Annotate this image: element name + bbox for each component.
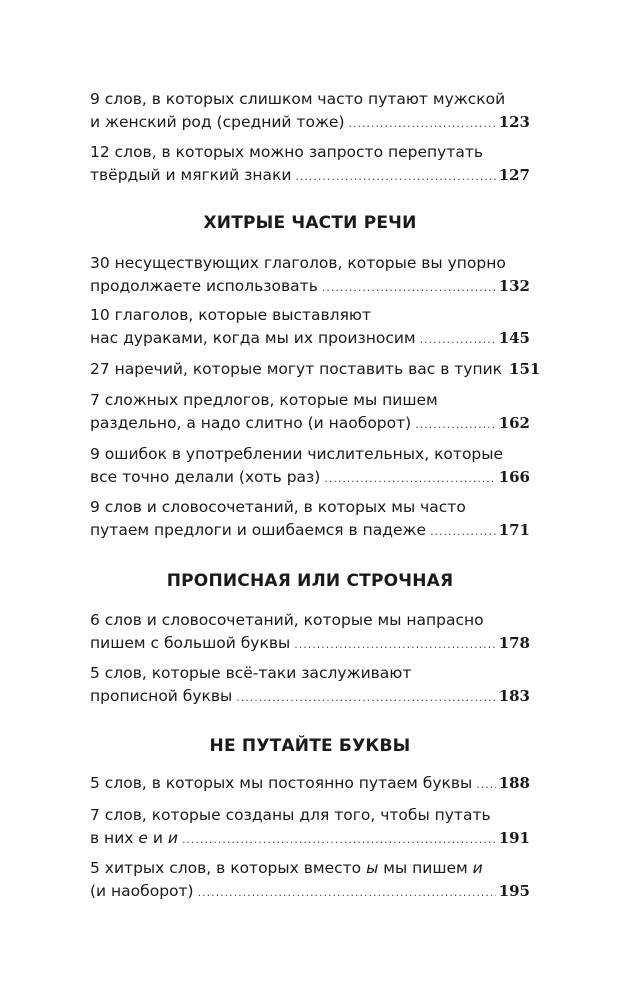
entry-title-line: и женский род (средний тоже) — [90, 113, 345, 131]
dot-leader — [415, 413, 495, 436]
page-number: 178 — [498, 634, 530, 652]
toc-entry[interactable] — [90, 772, 530, 796]
entry-title-line: 9 слов и словосочетаний, в которых мы часто — [90, 498, 466, 516]
section-heading: НЕ ПУТАЙТЕ БУКВЫ — [209, 736, 411, 756]
entry-title-line: 12 слов, в которых можно запросто перепутать — [90, 143, 484, 161]
dot-leader — [294, 633, 495, 656]
toc-entry[interactable] — [90, 389, 530, 436]
entry-title-line: нас дураками, когда мы их произносим — [90, 329, 416, 347]
toc-entry[interactable] — [90, 496, 530, 543]
page-number: 162 — [498, 414, 530, 432]
entry-title-line — [90, 827, 178, 850]
entry-title-line — [90, 857, 530, 880]
page-number: 127 — [498, 166, 530, 184]
section-heading: ПРОПИСНАЯ ИЛИ СТРОЧНАЯ — [166, 571, 454, 591]
dot-leader — [322, 276, 496, 299]
italic-letter: е — [138, 829, 148, 847]
toc-entry[interactable] — [90, 304, 530, 351]
toc-entry[interactable] — [90, 358, 541, 382]
entry-title-line: 27 наречий, которые могут поставить вас в тупик — [90, 360, 503, 378]
toc-entry[interactable] — [90, 662, 530, 709]
italic-letter: ы — [366, 859, 379, 877]
dot-leader — [420, 328, 496, 351]
entry-title-line: 9 ошибок в употреблении числительных, которые — [90, 445, 504, 463]
dot-leader — [182, 828, 496, 851]
page-number: 132 — [498, 277, 530, 295]
entry-title-line: продолжаете использовать — [90, 277, 318, 295]
page-number: 151 — [509, 360, 541, 378]
italic-letter: и — [167, 829, 178, 847]
entry-title-line: твёрдый и мягкий знаки — [90, 166, 292, 184]
entry-title-line: 9 слов, в которых слишком часто путают мужской — [90, 90, 506, 108]
dot-leader — [324, 467, 495, 490]
toc-entry[interactable] — [90, 88, 530, 135]
entry-title-line: 7 слов, которые созданы для того, чтобы путать — [90, 806, 491, 824]
dot-leader — [295, 165, 495, 188]
entry-title-line: 7 сложных предлогов, которые мы пишем — [90, 391, 438, 409]
toc-entry[interactable] — [90, 443, 530, 490]
entry-title-line: 5 слов, в которых мы постоянно путаем буквы — [90, 774, 473, 792]
entry-title-line: раздельно, а надо слитно (и наоборот) — [90, 414, 412, 432]
page-number: 123 — [498, 113, 530, 131]
dot-leader — [236, 686, 495, 709]
entry-title-line: все точно делали (хоть раз) — [90, 468, 321, 486]
text-fragment: 5 хитрых слов, в которых вместо — [90, 859, 367, 877]
entry-title-line: 6 слов и словосочетаний, которые мы напрасно — [90, 611, 484, 629]
dot-leader — [349, 112, 496, 135]
entry-title-line: 30 несуществующих глаголов, которые вы упорно — [90, 254, 506, 272]
entry-title-line: (и наоборот) — [90, 882, 194, 900]
entry-title-line: путаем предлоги и ошибаемся в падеже — [90, 521, 426, 539]
toc-entry[interactable] — [90, 252, 530, 299]
text-fragment: и — [147, 829, 168, 847]
dot-leader — [198, 881, 496, 904]
toc-entry[interactable] — [90, 857, 530, 904]
toc-entry[interactable] — [90, 609, 530, 656]
entry-title-line: 10 глаголов, которые выставляют — [90, 306, 371, 324]
text-fragment: мы пишем — [378, 859, 473, 877]
toc-entry[interactable] — [90, 141, 530, 188]
entry-title-line: пишем с большой буквы — [90, 634, 291, 652]
italic-letter: и — [472, 859, 483, 877]
page-number: 171 — [498, 521, 530, 539]
entry-title-line: прописной буквы — [90, 687, 233, 705]
page-number: 145 — [498, 329, 530, 347]
section-heading: ХИТРЫЕ ЧАСТИ РЕЧИ — [203, 213, 417, 233]
page-number: 188 — [498, 774, 530, 792]
page-number: 195 — [498, 882, 530, 900]
page-number: 166 — [498, 468, 530, 486]
toc-entry[interactable] — [90, 804, 530, 851]
page-number: 191 — [498, 829, 530, 847]
dot-leader — [430, 520, 496, 543]
dot-leader — [476, 773, 495, 796]
page-number: 183 — [498, 687, 530, 705]
entry-title-line: 5 слов, которые всё-таки заслуживают — [90, 664, 412, 682]
text-fragment: в них — [90, 829, 139, 847]
